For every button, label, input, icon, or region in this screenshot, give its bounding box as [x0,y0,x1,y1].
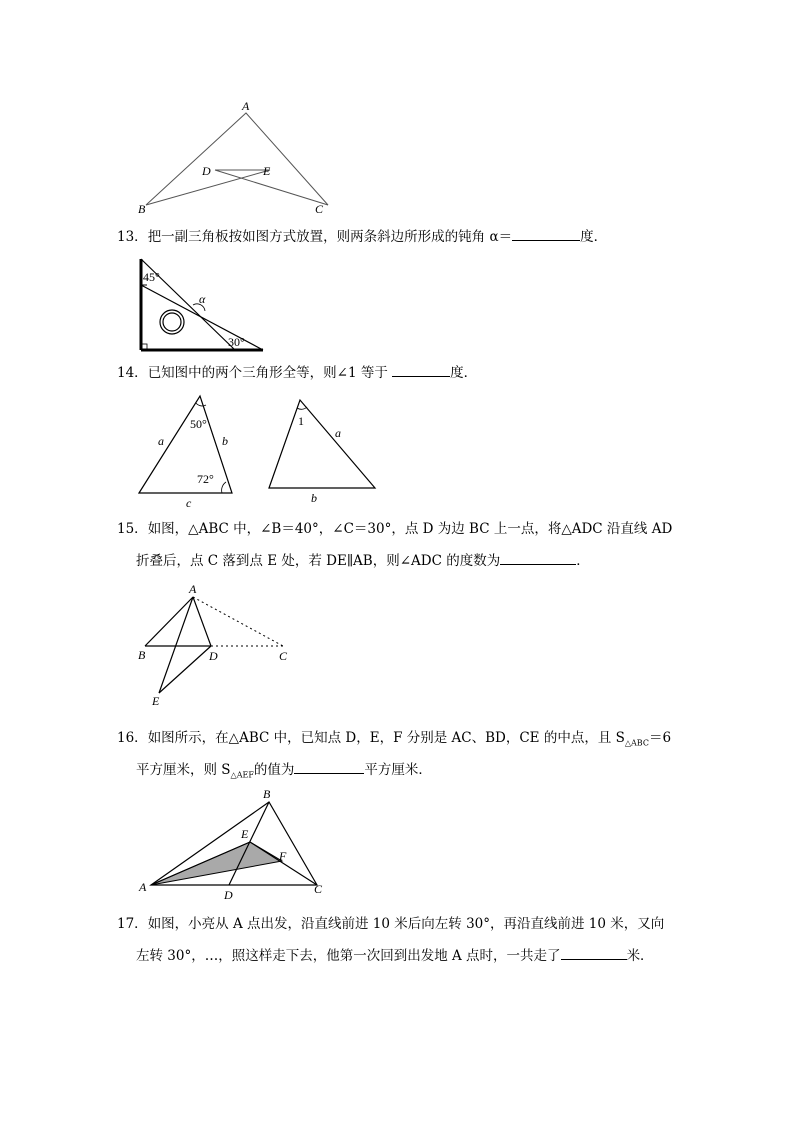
label-a: A [189,582,197,596]
side-b: b [222,434,228,448]
question-16-line-1 [117,723,671,759]
segment-bd [229,802,269,885]
side-a2: a [335,426,341,440]
side-a: a [158,434,164,448]
label-c: C [279,649,288,663]
question-number: 15． [117,521,148,537]
label-d: D [202,164,211,178]
angle-72: 72° [197,472,214,486]
question-tail: 度． [450,365,478,381]
question-text: 左转 30°，…，照这样走下去，他第一次回到出发地 A 点时，一共走了 [136,948,561,964]
label-d: D [224,888,233,902]
label-e: E [152,694,160,708]
question-text: 把一副三角板按如图方式放置，则两条斜边所形成的钝角 α＝ [147,229,513,245]
question-tail: 米． [626,948,654,964]
answer-blank[interactable] [512,226,580,241]
question-number: 17． [117,916,148,932]
figure-congruent-triangles [130,390,390,510]
answer-blank[interactable] [294,759,364,774]
question-tail: 平方厘米． [364,762,432,778]
triangle-2 [269,400,375,488]
angle-50: 50° [190,417,207,431]
answer-blank[interactable] [561,945,627,960]
angle-1: 1 [298,414,304,428]
label-f: F [279,849,287,863]
label-c: C [315,202,324,216]
triangle-1 [139,396,232,493]
question-number: 13． [117,229,148,245]
question-text: 如图，小亮从 A 点出发，沿直线前进 10 米后向左转 30°，再沿直线前进 10 米，又向 [147,916,665,932]
question-13 [117,222,607,252]
question-tail: 度． [580,229,608,245]
question-text-2: 的值为 [253,762,295,778]
question-text: 平方厘米，则 S [136,762,231,778]
side-b2: b [311,491,317,505]
label-a: A [242,99,250,113]
question-15-line-2 [136,546,590,576]
side-c: c [186,496,192,510]
label-e: E [241,827,249,841]
question-text-2: ＝6 [648,730,672,746]
question-17-line-1 [117,909,664,939]
subscript-abc: △ABC [624,738,649,748]
angle-alpha: α [199,292,206,306]
segment-cd [215,170,328,205]
label-b: B [263,787,271,801]
label-e: E [263,164,271,178]
question-text: 如图，△ABC 中，∠B＝40°，∠C＝30°，点 D 为边 BC 上一点，将△ADC 沿直线 AD [147,521,673,537]
question-tail: ． [576,553,590,569]
question-number: 14． [117,365,148,381]
label-d: D [209,649,218,663]
figure-set-squares [135,255,275,355]
label-c: C [314,882,323,896]
figure-midpoints [135,785,335,900]
subscript-aef: △AEF [230,770,254,780]
question-17-line-2 [136,941,654,971]
label-b: B [138,648,146,662]
figure-triangle-ade [130,95,340,220]
question-number: 16． [117,730,148,746]
figure-folding [135,582,305,707]
triangle-abc [151,802,317,885]
label-b: B [138,202,146,216]
question-text: 已知图中的两个三角形全等，则∠1 等于 [147,365,393,381]
question-text: 折叠后，点 C 落到点 E 处，若 DE∥AB，则∠ADC 的度数为 [136,553,501,569]
question-14 [117,358,477,388]
question-15-line-1 [117,514,672,544]
answer-blank[interactable] [392,362,450,377]
angle-30: 30° [228,335,245,349]
label-a: A [139,880,147,894]
question-text: 如图所示，在△ABC 中，已知点 D，E，F 分别是 AC、BD，CE 的中点，且 S [147,730,625,746]
angle-45: 45° [143,270,160,284]
answer-blank[interactable] [500,550,576,565]
